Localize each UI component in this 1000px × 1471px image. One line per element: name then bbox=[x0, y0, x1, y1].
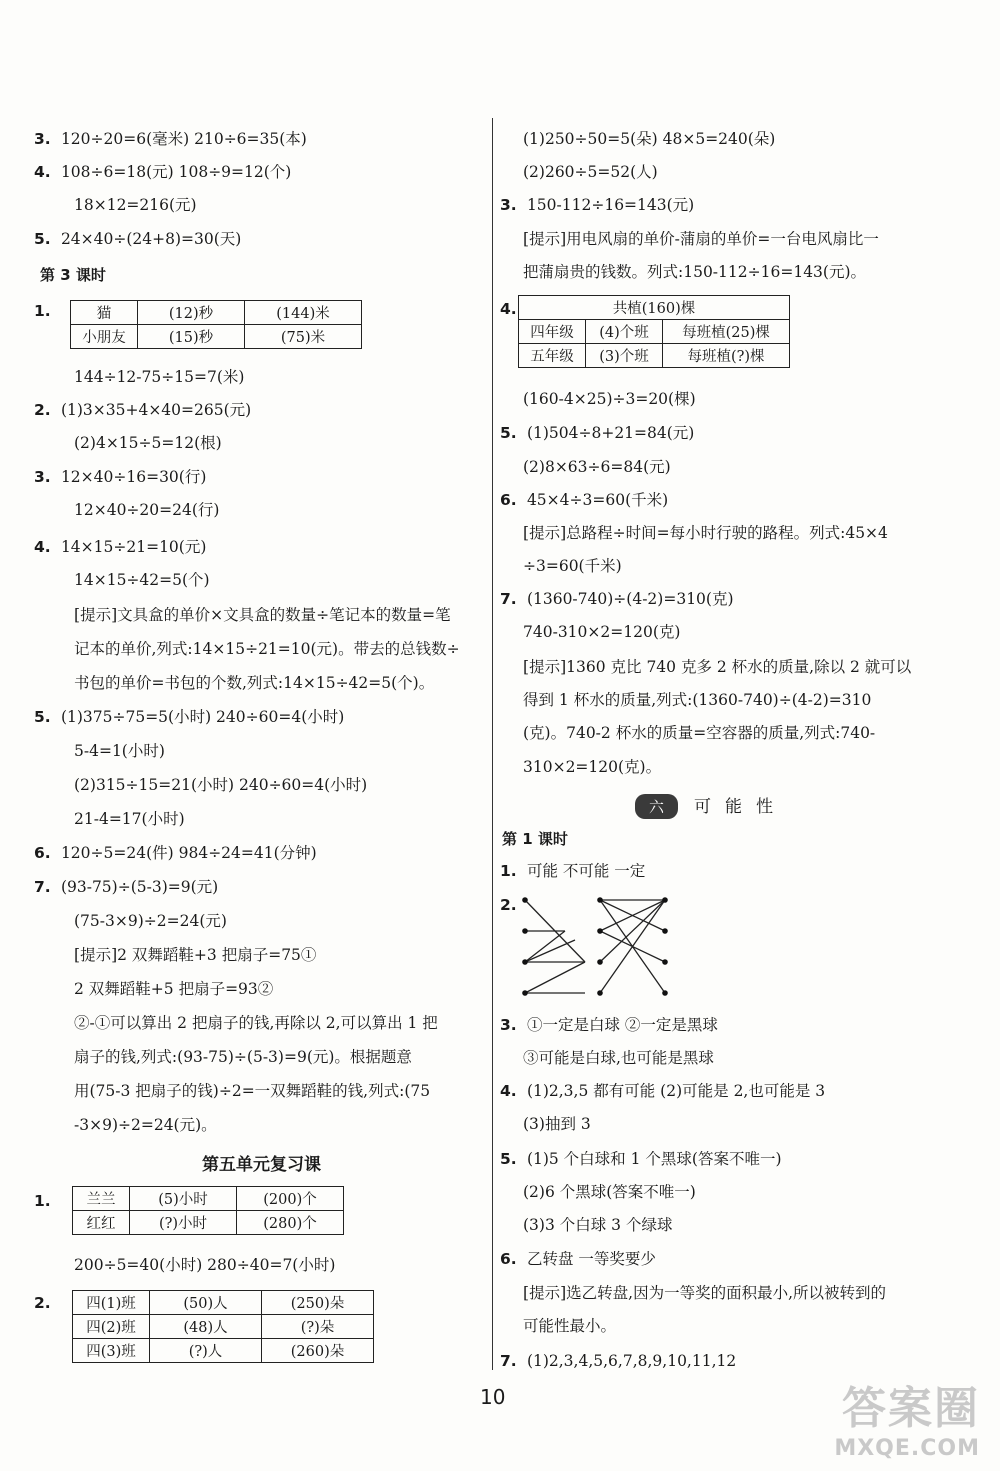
hint-line: 用(75-3 把扇子的钱)÷2=一双舞蹈鞋的钱,列式:(75 bbox=[74, 1082, 431, 1100]
column-divider bbox=[492, 118, 493, 1370]
table-cell: (280)个 bbox=[237, 1211, 344, 1235]
answer-table bbox=[518, 295, 790, 368]
unit-badge: 六 bbox=[635, 794, 678, 819]
hint-line: (克)。740-2 杯水的质量=空容器的质量,列式:740- bbox=[523, 724, 876, 742]
answer-line: (2)6 个黑球(答案不唯一) bbox=[523, 1183, 696, 1201]
answer-line: 5. 24×40÷(24+8)=30(天) bbox=[34, 230, 242, 248]
hint-line: [提示]1360 克比 740 克多 2 杯水的质量,除以 2 就可以 bbox=[523, 658, 912, 676]
question-number: 4. bbox=[500, 300, 517, 318]
answer-line: (1)250÷50=5(朵) 48×5=240(朵) bbox=[523, 130, 776, 148]
answer-line: 7. (1)2,3,4,5,6,7,8,9,10,11,12 bbox=[500, 1352, 737, 1370]
table-cell: 红红 bbox=[73, 1211, 130, 1235]
question-number: 2. bbox=[500, 896, 517, 914]
answer-line: 4. 108÷6=18(元) 108÷9=12(个) bbox=[34, 163, 292, 181]
hint-line: [提示]选乙转盘,因为一等奖的面积最小,所以被转到的 bbox=[523, 1284, 886, 1302]
table-cell: (5)小时 bbox=[130, 1187, 237, 1211]
answer-line: 7. (1360-740)÷(4-2)=310(克) bbox=[500, 590, 734, 608]
answer-line: (2)315÷15=21(小时) 240÷60=4(小时) bbox=[74, 776, 368, 794]
answer-line: (160-4×25)÷3=20(棵) bbox=[523, 390, 696, 408]
answer-line: 5-4=1(小时) bbox=[74, 742, 165, 760]
answer-line: 6. 乙转盘 一等奖要少 bbox=[500, 1250, 656, 1268]
table-cell: (?)朵 bbox=[262, 1315, 374, 1339]
answer-line: 5. (1)375÷75=5(小时) 240÷60=4(小时) bbox=[34, 708, 345, 726]
answer-line: 14×15÷42=5(个) bbox=[74, 571, 210, 589]
answer-line: (3)3 个白球 3 个绿球 bbox=[523, 1216, 673, 1234]
answer-line: 3. 120÷20=6(毫米) 210÷6=35(本) bbox=[34, 130, 307, 148]
hint-line: ÷3=60(千米) bbox=[523, 557, 622, 575]
table-cell: (250)朵 bbox=[262, 1291, 374, 1315]
hint-line: 2 双舞蹈鞋+5 把扇子=93② bbox=[74, 980, 274, 998]
table-cell: 兰兰 bbox=[73, 1187, 130, 1211]
answer-line: 3. 12×40÷16=30(行) bbox=[34, 468, 207, 486]
answer-line: (2)4×15÷5=12(根) bbox=[74, 434, 222, 452]
hint-line: [提示]总路程÷时间=每小时行驶的路程。列式:45×4 bbox=[523, 524, 888, 542]
hint-line: -3×9)÷2=24(元)。 bbox=[74, 1116, 217, 1134]
answer-line: 4. 14×15÷21=10(元) bbox=[34, 538, 207, 556]
table-row bbox=[519, 320, 790, 344]
hint-line: 310×2=120(克)。 bbox=[523, 758, 662, 776]
table-cell: 四(3)班 bbox=[73, 1339, 150, 1363]
matching-diagram bbox=[515, 890, 675, 1005]
unit-title: 第五单元复习课 bbox=[202, 1155, 321, 1175]
table-cell: 四年级 bbox=[519, 320, 586, 344]
hint-line: [提示]文具盒的单价×文具盒的数量÷笔记本的数量=笔 bbox=[74, 606, 451, 624]
answer-line: 144÷12-75÷15=7(米) bbox=[74, 368, 245, 386]
answer-line: 4. (1)2,3,5 都有可能 (2)可能是 2,也可能是 3 bbox=[500, 1082, 826, 1100]
table-cell: (15)秒 bbox=[138, 325, 245, 349]
table-row bbox=[73, 1291, 374, 1315]
table-cell: 四(2)班 bbox=[73, 1315, 150, 1339]
table-row bbox=[71, 325, 362, 349]
watermark-url: MXQE.COM bbox=[834, 1436, 980, 1461]
answer-line: 6. 120÷5=24(件) 984÷24=41(分钟) bbox=[34, 844, 317, 862]
hint-line: 得到 1 杯水的质量,列式:(1360-740)÷(4-2)=310 bbox=[523, 691, 872, 709]
answer-line: 7. (93-75)÷(5-3)=9(元) bbox=[34, 878, 219, 896]
answer-line: (2)260÷5=52(人) bbox=[523, 163, 658, 181]
watermark bbox=[834, 1372, 980, 1461]
table-cell: (75)米 bbox=[245, 325, 362, 349]
answer-line: 6. 45×4÷3=60(千米) bbox=[500, 491, 669, 509]
hint-line: 扇子的钱,列式:(93-75)÷(5-3)=9(元)。根据题意 bbox=[74, 1048, 412, 1066]
table-cell: (4)个班 bbox=[586, 320, 663, 344]
page-number: 10 bbox=[480, 1385, 506, 1409]
table-cell: (200)个 bbox=[237, 1187, 344, 1211]
answer-line: (75-3×9)÷2=24(元) bbox=[74, 912, 227, 930]
table-cell: 五年级 bbox=[519, 344, 586, 368]
answer-line: 3. 150-112÷16=143(元) bbox=[500, 196, 695, 214]
answer-line: 12×40÷20=24(行) bbox=[74, 501, 220, 519]
table-cell: 四(1)班 bbox=[73, 1291, 150, 1315]
table-row bbox=[73, 1315, 374, 1339]
section-heading: 第 1 课时 bbox=[502, 830, 568, 848]
answer-line: (3)抽到 3 bbox=[523, 1115, 591, 1133]
table-cell: 每班植(?)棵 bbox=[663, 344, 790, 368]
table-cell: (144)米 bbox=[245, 301, 362, 325]
answer-line: 18×12=216(元) bbox=[74, 196, 197, 214]
answer-table bbox=[72, 1186, 344, 1235]
answer-table bbox=[70, 300, 362, 349]
table-row bbox=[73, 1211, 344, 1235]
hint-line: 可能性最小。 bbox=[523, 1317, 617, 1335]
table-cell: 小朋友 bbox=[71, 325, 138, 349]
table-header-cell: 共植(160)棵 bbox=[519, 296, 790, 320]
answer-line: 5. (1)504÷8+21=84(元) bbox=[500, 424, 695, 442]
table-row bbox=[71, 301, 362, 325]
table-cell: (3)个班 bbox=[586, 344, 663, 368]
hint-line: 书包的单价=书包的个数,列式:14×15÷42=5(个)。 bbox=[74, 674, 435, 692]
hint-line: ②-①可以算出 2 把扇子的钱,再除以 2,可以算出 1 把 bbox=[74, 1014, 438, 1032]
hint-line: 把蒲扇贵的钱数。列式:150-112÷16=143(元)。 bbox=[523, 263, 867, 281]
answer-table bbox=[72, 1290, 374, 1363]
table-cell: (50)人 bbox=[150, 1291, 262, 1315]
answer-line: 5. (1)5 个白球和 1 个黑球(答案不唯一) bbox=[500, 1150, 782, 1168]
table-cell: 猫 bbox=[71, 301, 138, 325]
answer-line: 1. 可能 不可能 一定 bbox=[500, 862, 646, 880]
hint-line: 记本的单价,列式:14×15÷21=10(元)。带去的总钱数÷ bbox=[74, 640, 460, 658]
section-heading: 第 3 课时 bbox=[40, 266, 106, 284]
table-row bbox=[73, 1187, 344, 1211]
answer-line: (2)8×63÷6=84(元) bbox=[523, 458, 671, 476]
hint-line: [提示]用电风扇的单价-蒲扇的单价=一台电风扇比一 bbox=[523, 230, 879, 248]
table-cell: (12)秒 bbox=[138, 301, 245, 325]
answer-line: 200÷5=40(小时) 280÷40=7(小时) bbox=[74, 1256, 336, 1274]
unit-heading bbox=[635, 792, 787, 819]
table-row bbox=[519, 344, 790, 368]
answer-line: 21-4=17(小时) bbox=[74, 810, 185, 828]
table-row bbox=[73, 1339, 374, 1363]
question-number: 1. bbox=[34, 302, 51, 320]
unit-title: 可能性 bbox=[694, 797, 788, 817]
answer-line: 740-310×2=120(克) bbox=[523, 623, 681, 641]
table-cell: (260)朵 bbox=[262, 1339, 374, 1363]
table-cell: (?)小时 bbox=[130, 1211, 237, 1235]
answer-line: 3. ①一定是白球 ②一定是黑球 bbox=[500, 1016, 718, 1034]
answer-line: 2. (1)3×35+4×40=265(元) bbox=[34, 401, 252, 419]
watermark-text: 答案圈 bbox=[842, 1383, 980, 1434]
answer-line: ③可能是白球,也可能是黑球 bbox=[523, 1049, 714, 1067]
question-number: 1. bbox=[34, 1192, 51, 1210]
table-cell: (?)人 bbox=[150, 1339, 262, 1363]
table-row bbox=[519, 296, 790, 320]
question-number: 2. bbox=[34, 1294, 51, 1312]
table-cell: 每班植(25)棵 bbox=[663, 320, 790, 344]
hint-line: [提示]2 双舞蹈鞋+3 把扇子=75① bbox=[74, 946, 317, 964]
table-cell: (48)人 bbox=[150, 1315, 262, 1339]
